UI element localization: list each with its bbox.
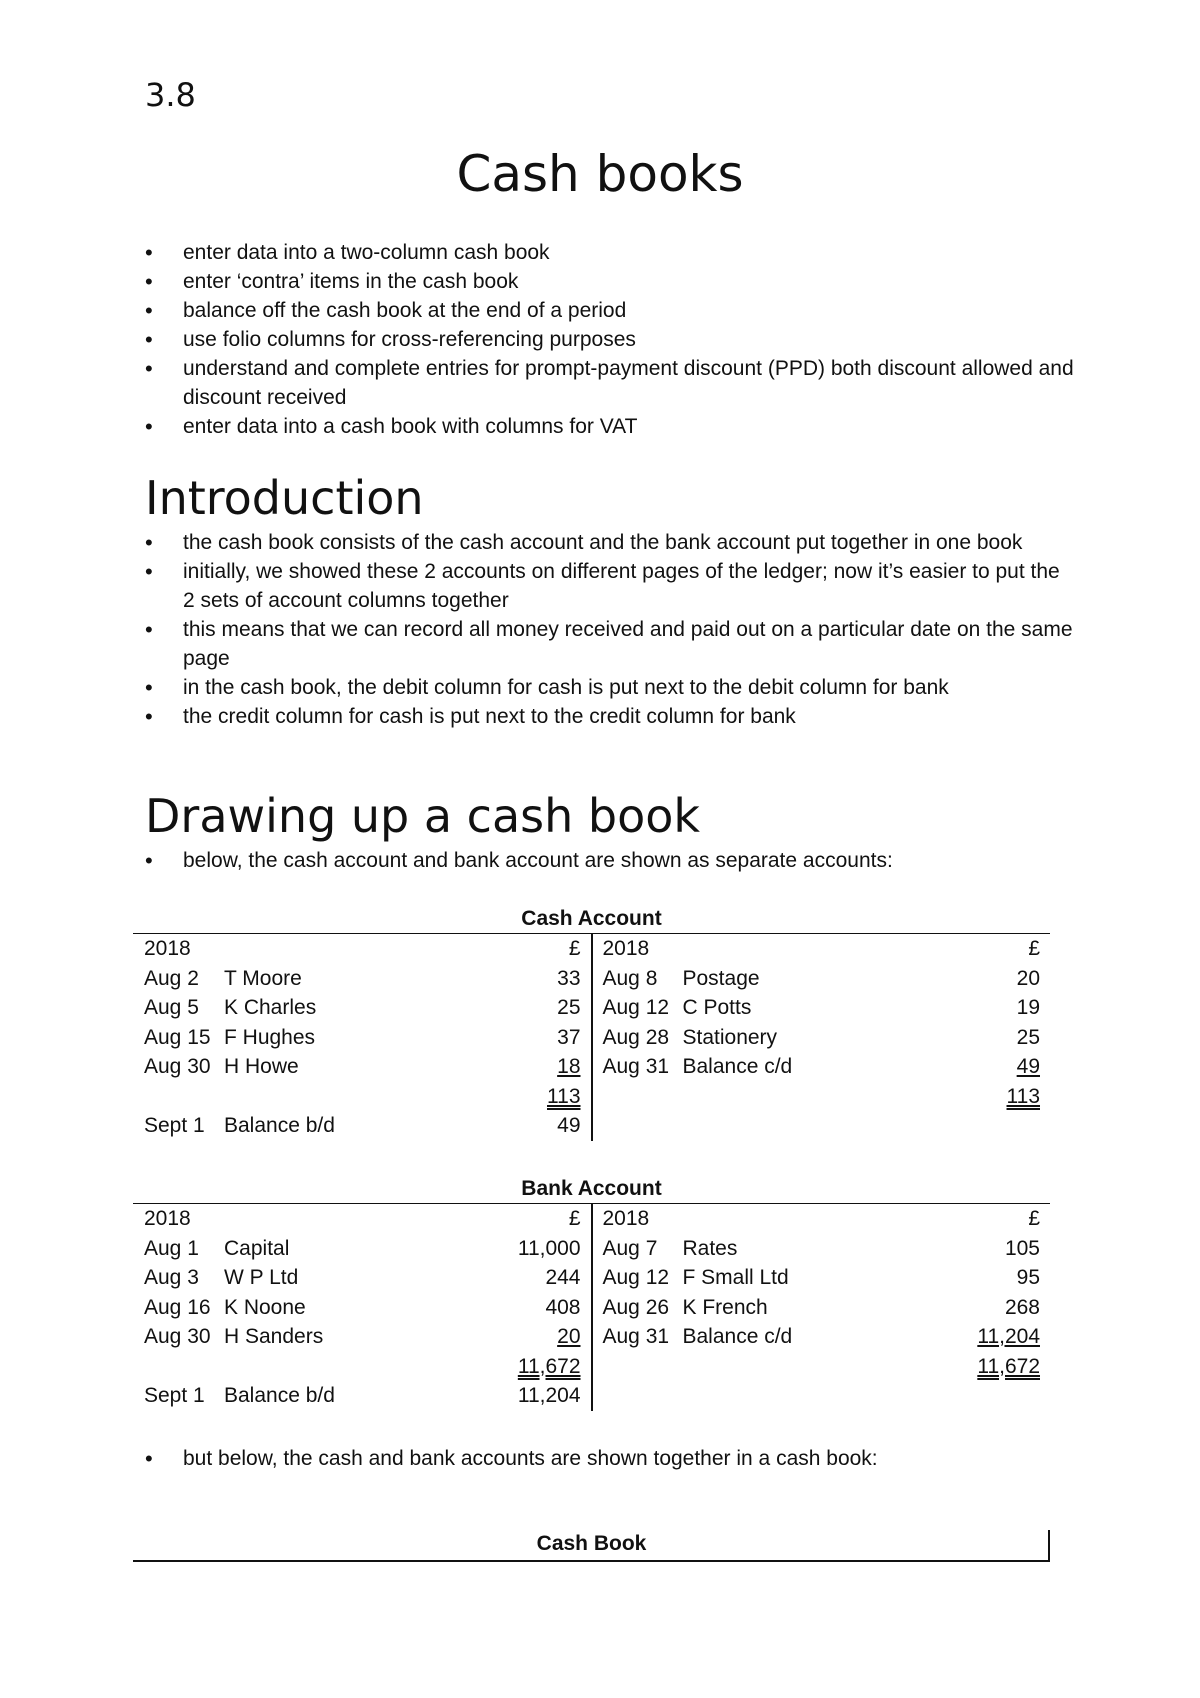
entry-amount: 25 (1016, 1025, 1040, 1049)
entry-desc (683, 934, 931, 964)
entry-amount: 25 (557, 996, 581, 1019)
entry-date: Aug 31 (602, 1325, 670, 1348)
entry-date (133, 1352, 224, 1382)
introduction-heading: Introduction (145, 471, 424, 525)
entry-desc: H Howe (224, 1055, 299, 1078)
account-row (593, 1023, 1051, 1053)
introduction-item: • initially, we showed these 2 accounts on different pages of the ledger; now it’s easier to put the 2 sets of account columns together (145, 557, 1075, 615)
entry-date: Aug 30 (144, 1325, 211, 1348)
entry-desc: W P Ltd (224, 1266, 299, 1289)
objective-item: • enter data into a cash book with columns for VAT (145, 412, 1075, 441)
account-row (133, 993, 591, 1023)
entry-date: Aug 1 (144, 1236, 199, 1260)
objective-item: • enter data into a two-column cash book (145, 238, 1075, 267)
entry-date: Aug 26 (602, 1295, 670, 1319)
account-total-row (593, 1352, 1051, 1382)
account-row (593, 1263, 1051, 1293)
account-row (133, 1052, 591, 1082)
account-row (593, 993, 1051, 1023)
entry-date: Aug 8 (602, 966, 658, 990)
objective-item: • use folio columns for cross-referencing purposes (145, 325, 1075, 354)
entry-amount: 37 (557, 1025, 581, 1049)
introduction-item: • the credit column for cash is put next to the credit column for bank (145, 702, 1075, 731)
entry-desc: K Noone (224, 1295, 306, 1319)
entry-amount: 11,204 (517, 1384, 581, 1407)
entry-amount: 33 (557, 966, 581, 990)
account-total-row (133, 1082, 591, 1112)
entry-amount: 95 (1016, 1266, 1040, 1289)
entry-amount: 49 (557, 1114, 581, 1137)
account-row (593, 964, 1051, 994)
section-number: 3.8 (145, 76, 196, 114)
account-row (133, 1381, 591, 1411)
entry-date: Aug 2 (144, 966, 199, 990)
entry-date (133, 1082, 224, 1112)
account-row (593, 1293, 1051, 1323)
account-row (593, 1234, 1051, 1264)
entry-desc: Postage (682, 966, 760, 990)
entry-desc (683, 1082, 931, 1112)
entry-date (593, 1082, 683, 1112)
entry-date: Aug 16 (144, 1295, 211, 1319)
cash-book-intro-list (145, 1444, 1075, 1473)
entry-desc: K Charles (224, 996, 317, 1019)
entry-date: Aug 12 (602, 996, 670, 1019)
introduction-list (145, 528, 1075, 731)
total-amount: 113 (1006, 1084, 1040, 1108)
entry-date: 2018 (144, 937, 191, 960)
account-row (133, 1023, 591, 1053)
account-total-row (593, 1082, 1051, 1112)
entry-date: Aug 30 (144, 1055, 211, 1078)
entry-date: Aug 12 (602, 1266, 670, 1289)
entry-desc (224, 934, 471, 964)
entry-amount: 49 (1016, 1055, 1040, 1078)
objective-item: • understand and complete entries for prompt-payment discount (PPD) both discount allowed and discount received (145, 354, 1075, 412)
cash-account-credit-side (593, 934, 1051, 1141)
cash-account-debit-side (133, 934, 593, 1141)
entry-date: 2018 (602, 1207, 650, 1230)
entry-desc: F Small Ltd (682, 1266, 789, 1289)
entry-amount: 244 (545, 1266, 581, 1289)
entry-date: Aug 28 (602, 1025, 670, 1049)
entry-desc: Balance b/d (224, 1114, 335, 1137)
account-row (593, 1052, 1051, 1082)
objectives-list (145, 238, 1075, 441)
entry-desc: Balance c/d (682, 1325, 793, 1348)
entry-date: 2018 (602, 937, 650, 960)
total-amount: 113 (547, 1084, 581, 1108)
entry-amount: £ (568, 937, 581, 960)
account-row (133, 1234, 591, 1264)
total-amount: 11,672 (517, 1354, 581, 1378)
bank-account-debit-side (133, 1204, 593, 1411)
entry-desc (224, 1082, 471, 1112)
entry-date: Aug 31 (602, 1055, 670, 1078)
entry-date: Sept 1 (144, 1384, 205, 1407)
account-row (133, 1204, 591, 1234)
cash-account-title: Cash Account (521, 907, 662, 930)
total-amount: 11,672 (977, 1354, 1040, 1378)
entry-amount: 18 (557, 1055, 581, 1078)
entry-desc (224, 1352, 471, 1382)
entry-date: Aug 3 (144, 1266, 199, 1289)
bank-account-title: Bank Account (521, 1177, 662, 1200)
introduction-item: • this means that we can record all money received and paid out on a particular date on the same page (145, 615, 1075, 673)
entry-desc: Balance c/d (682, 1055, 793, 1078)
entry-desc: K French (682, 1295, 768, 1319)
entry-desc: Balance b/d (224, 1384, 335, 1407)
objective-item: • enter ‘contra’ items in the cash book (145, 267, 1075, 296)
entry-amount: £ (568, 1207, 581, 1230)
entry-desc: Capital (224, 1236, 290, 1260)
entry-desc: T Moore (224, 966, 302, 990)
entry-amount: 408 (545, 1295, 581, 1319)
account-row (593, 1204, 1051, 1234)
entry-desc (683, 1352, 931, 1382)
cash-book (133, 1528, 1050, 1562)
account-row (133, 964, 591, 994)
page-title: Cash books (456, 145, 744, 203)
introduction-item: • in the cash book, the debit column for cash is put next to the debit column for bank (145, 673, 1075, 702)
entry-amount: 268 (1004, 1295, 1040, 1319)
entry-date: Sept 1 (144, 1114, 205, 1137)
entry-amount: £ (1028, 937, 1040, 960)
introduction-item: • the cash book consists of the cash account and the bank account put together in one book (145, 528, 1075, 557)
entry-amount: 11,000 (517, 1236, 581, 1260)
entry-date: Aug 5 (144, 996, 199, 1019)
cash-book-intro-item: • but below, the cash and bank accounts are shown together in a cash book: (145, 1444, 1075, 1473)
account-row (133, 934, 591, 964)
entry-desc: F Hughes (224, 1025, 316, 1049)
entry-desc: Stationery (682, 1025, 778, 1049)
cash-account (133, 905, 1050, 1141)
entry-date: Aug 7 (602, 1236, 658, 1260)
account-row (133, 1293, 591, 1323)
account-row (593, 1322, 1051, 1352)
account-row (593, 934, 1051, 964)
drawing-up-heading: Drawing up a cash book (145, 789, 701, 843)
account-total-row (133, 1352, 591, 1382)
entry-desc (224, 1204, 471, 1234)
cash-book-title: Cash Book (536, 1532, 647, 1555)
drawing-up-item: • below, the cash account and bank account are shown as separate accounts: (145, 846, 1075, 875)
bank-account-credit-side (593, 1204, 1051, 1411)
entry-desc (683, 1204, 931, 1234)
account-row (133, 1111, 591, 1141)
entry-amount: £ (1028, 1207, 1040, 1230)
entry-desc: C Potts (682, 996, 752, 1019)
entry-desc: H Sanders (224, 1325, 324, 1348)
entry-date: 2018 (144, 1207, 191, 1230)
account-row (133, 1263, 591, 1293)
entry-desc: Rates (682, 1236, 738, 1260)
account-row (133, 1322, 591, 1352)
bank-account (133, 1175, 1050, 1411)
objective-item: • balance off the cash book at the end of a period (145, 296, 1075, 325)
entry-amount: 105 (1004, 1236, 1040, 1260)
entry-date: Aug 15 (144, 1025, 211, 1049)
entry-date (593, 1352, 683, 1382)
entry-amount: 11,204 (977, 1325, 1040, 1348)
entry-amount: 19 (1016, 996, 1040, 1019)
cash-book-corner-rule (1048, 1530, 1050, 1560)
cash-book-title-row (133, 1528, 1050, 1562)
drawing-up-list (145, 846, 1075, 875)
entry-amount: 20 (557, 1325, 581, 1348)
entry-amount: 20 (1016, 966, 1040, 990)
